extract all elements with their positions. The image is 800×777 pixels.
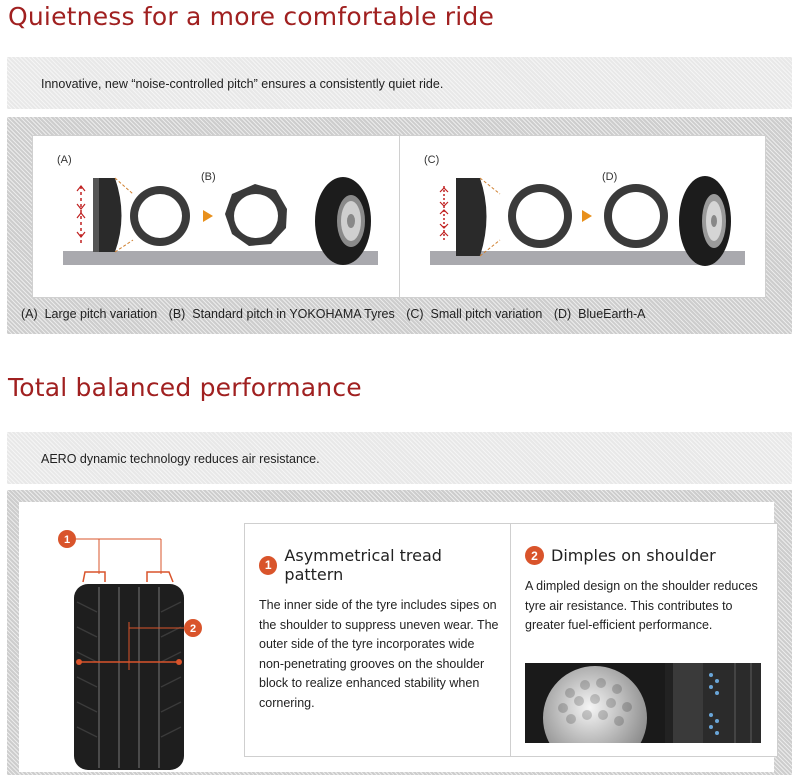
legend-item-d: (D) BlueEarth-A (553, 307, 646, 321)
quietness-subtitle: Innovative, new “noise-controlled pitch” ensures a consistently quiet ride. (41, 77, 444, 91)
feature-description: A dimpled design on the shoulder reduces tyre air resistance. This contributes to greater fuel-efficient performance. (525, 579, 758, 632)
tread-section-a-icon (77, 178, 122, 252)
label-c: (C) (424, 154, 440, 166)
label-b: (B) (201, 171, 216, 183)
svg-text:1: 1 (63, 534, 71, 546)
pitch-legend (21, 307, 654, 321)
tread-illustration (19, 502, 229, 772)
arrow-icon (203, 210, 213, 222)
feature-asymmetrical-tread (259, 546, 499, 713)
blueearth-tyre-icon (679, 176, 731, 266)
feature-title: Dimples on shoulder (551, 546, 716, 565)
pitch-diagram-panel (32, 135, 766, 298)
tyre-icon (315, 177, 371, 265)
quietness-subtitle-band (7, 57, 792, 109)
feature-number-badge: 1 (259, 556, 277, 575)
tyre-profile-a-icon (130, 186, 190, 246)
performance-subtitle: AERO dynamic technology reduces air resistance. (41, 452, 320, 466)
tyre-profile-d-icon (604, 184, 668, 248)
feature-number-badge: 2 (525, 546, 544, 565)
tyre-profile-b-icon (225, 184, 287, 246)
feature-description: The inner side of the tyre includes sipes on the shoulder to suppress uneven wear. The outer side of the tyre incorporates wide non-penetrating grooves on the shoulder block to realize enhanced stability when cornering. (259, 598, 499, 710)
feature-heading (525, 546, 770, 565)
performance-frame (7, 490, 792, 775)
features-panel (244, 523, 778, 757)
performance-panel (19, 502, 774, 772)
pitch-diagram-left (33, 136, 399, 299)
feature-dimples-shoulder (525, 546, 770, 636)
label-a: (A) (57, 154, 72, 166)
callout-1 (58, 530, 173, 582)
tread-section-c-icon (440, 178, 487, 256)
pitch-diagram-right (400, 136, 766, 299)
pitch-diagram-frame (7, 117, 792, 334)
legend-item-c: (C) Small pitch variation (406, 307, 543, 321)
section-title-quietness: Quietness for a more comfortable ride (8, 2, 495, 31)
feature-heading (259, 546, 499, 584)
label-d: (D) (602, 171, 618, 183)
arrow-icon (582, 210, 592, 222)
section-title-performance: Total balanced performance (8, 373, 362, 402)
tread-body (74, 584, 184, 770)
features-divider (510, 524, 511, 756)
tyre-profile-c-icon (508, 184, 572, 248)
legend-item-a: (A) Large pitch variation (21, 307, 158, 321)
legend-item-b: (B) Standard pitch in YOKOHAMA Tyres (168, 307, 395, 321)
feature-title: Asymmetrical tread pattern (284, 546, 442, 584)
performance-subtitle-band (7, 432, 792, 484)
svg-text:2: 2 (189, 623, 197, 635)
dimples-photo (525, 663, 761, 743)
